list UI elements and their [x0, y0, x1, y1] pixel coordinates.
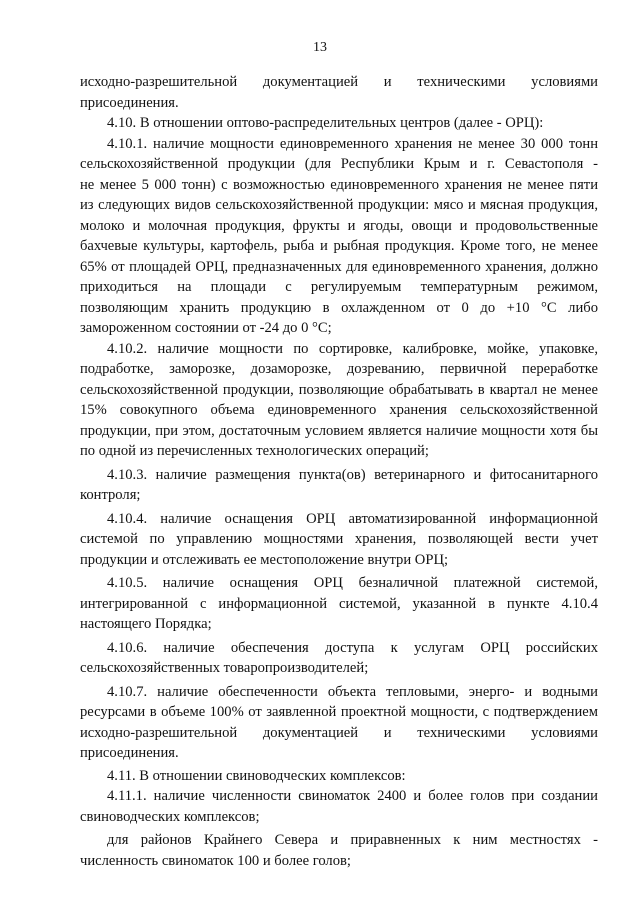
text-line: исходно-разрешительной документацией и техническими условиями: [80, 74, 598, 90]
text-line: свиноводческих комплексов;: [80, 808, 260, 825]
text-line: по одной из перечисленных технологических операций;: [80, 443, 429, 459]
text-line: исходно-разрешительной документацией и техническими условиями: [80, 724, 598, 741]
text-line: подработке, заморозке, дозаморозке, дозреванию, первичной переработке: [80, 361, 598, 377]
text-line: 4.10.7. наличие обеспеченности объекта тепловыми, энерго- и водными: [107, 683, 598, 700]
document-body: [80, 72, 598, 871]
text-line: 4.10.4. наличие оснащения ОРЦ автоматизированной информационной: [107, 510, 598, 527]
text-line: молоко и молочная продукция, фрукты и ягоды, овощи и продовольственные: [80, 217, 598, 234]
text-line: системой по управлению мощностями хранения, позволяющей вести учет: [80, 531, 598, 547]
text-line: замороженном состоянии от -24 до 0 °С;: [80, 320, 332, 336]
text-line: сельскохозяйственной продукции (для Республики Крым и г. Севастополя -: [80, 156, 598, 172]
text-line: контроля;: [80, 487, 141, 503]
text-line: 4.11.1. наличие численности свиноматок 2400 и более голов при создании: [107, 788, 598, 804]
text-line: продукции, при этом, достаточным условием является наличие мощности хотя бы: [80, 422, 598, 439]
text-line: присоединения.: [80, 94, 179, 111]
text-line: настоящего Порядка;: [80, 616, 212, 632]
text-line: 15% совокупного объема единовременного хранения сельскохозяйственной: [80, 402, 598, 418]
text-line: сельскохозяйственной продукции, позволяющие обрабатывать в квартал не менее: [80, 381, 598, 398]
text-line: 65% от площадей ОРЦ, предназначенных для единовременного хранения, должно: [80, 258, 598, 275]
text-line: продукции и отслеживать ее местоположение внутри ОРЦ;: [80, 551, 449, 568]
page-number: 13: [313, 40, 327, 55]
text-line: численность свиноматок 100 и более голов;: [80, 852, 351, 869]
text-line: 4.10.6. наличие обеспечения доступа к услугам ОРЦ российских: [107, 639, 598, 656]
text-line: 4.10.3. наличие размещения пункта(ов) ветеринарного и фитосанитарного: [107, 466, 598, 483]
text-line: из следующих видов сельскохозяйственной продукции: мясо и мясная продукция,: [80, 197, 598, 213]
text-line: 4.10.2. наличие мощности по сортировке, калибровке, мойке, упаковке,: [107, 340, 598, 357]
text-line: 4.10. В отношении оптово-распределительных центров (далее - ОРЦ):: [107, 115, 544, 131]
text-line: бахчевые культуры, картофель, рыба и рыбная продукция. Кроме того, не менее: [80, 238, 598, 254]
text-line: интегрированной с информационной системой, указанной в пункте 4.10.4: [80, 595, 598, 612]
text-line: 4.11. В отношении свиноводческих комплексов:: [107, 767, 406, 784]
text-line: ресурсами в объеме 100% от заявленной проектной мощности, с подтверждением: [80, 704, 598, 720]
text-line: 4.10.1. наличие мощности единовременного хранения не менее 30 000 тонн: [107, 135, 598, 152]
text-line: 4.10.5. наличие оснащения ОРЦ безналичной платежной системой,: [107, 575, 598, 591]
text-line: позволяющим хранить продукцию в охлажденном от 0 до +10 °С либо: [80, 299, 598, 316]
text-line: не менее 5 000 тонн) с возможностью единовременного хранения не менее пяти: [80, 176, 598, 193]
text-line: сельскохозяйственных товаропроизводителей;: [80, 660, 369, 676]
text-line: присоединения.: [80, 745, 179, 761]
text-line: для районов Крайнего Севера и приравненных к ним местностях -: [107, 832, 598, 848]
text-line: приходиться на площади с регулируемым температурным режимом,: [80, 279, 598, 295]
